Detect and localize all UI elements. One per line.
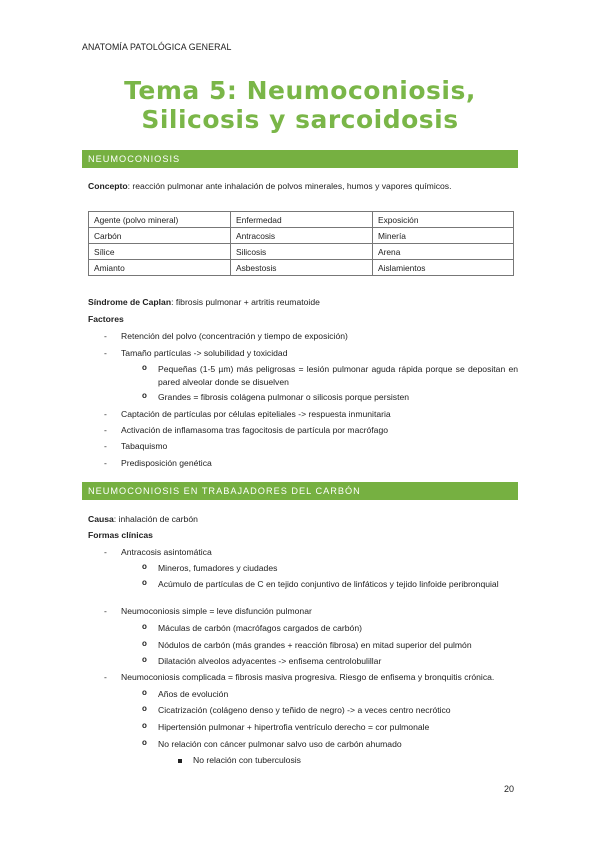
list-item: - Tabaquismo <box>104 441 168 451</box>
formas-heading: Formas clínicas <box>88 530 153 540</box>
causa-paragraph <box>88 514 198 524</box>
square-bullet-icon <box>178 759 182 763</box>
table-cell: Minería <box>373 228 514 244</box>
concepto-label: Concepto <box>88 181 128 191</box>
list-item: - Retención del polvo (concentración y tiempo de exposición) <box>104 331 348 341</box>
list-item: - Antracosis asintomática <box>104 547 212 557</box>
causa-text: : inhalación de carbón <box>113 514 198 524</box>
table-cell: Carbón <box>89 228 231 244</box>
caplan-text: : fibrosis pulmonar + artritis reumatoide <box>171 297 320 307</box>
table-cell: Arena <box>373 244 514 260</box>
list-item: - Tamaño partículas -> solubilidad y toxicidad <box>104 348 288 358</box>
table-header-cell: Exposición <box>373 212 514 228</box>
list-subitem: o Pequeñas (1-5 µm) más peligrosas = lesión pulmonar aguda rápida porque se depositan en pared alveolar donde se disuelven <box>142 363 518 387</box>
concepto-text: : reacción pulmonar ante inhalación de polvos minerales, humos y vapores químicos. <box>127 181 452 191</box>
list-subitem: o No relación con cáncer pulmonar salvo uso de carbón ahumado <box>142 738 402 749</box>
table-cell: Sílice <box>89 244 231 260</box>
table-row <box>89 244 514 260</box>
factores-heading: Factores <box>88 314 124 324</box>
causa-label: Causa <box>88 514 114 524</box>
chapter-title-line2: Silicosis y sarcoidosis <box>141 105 459 134</box>
caplan-paragraph <box>88 297 320 307</box>
caplan-label: Síndrome de Caplan <box>88 297 172 307</box>
list-item: - Neumoconiosis simple = leve disfunción pulmonar <box>104 606 312 616</box>
table-row <box>89 260 514 276</box>
list-item: - Predisposición genética <box>104 458 212 468</box>
table-header-cell: Agente (polvo mineral) <box>89 212 231 228</box>
list-subitem: o Dilatación alveolos adyacentes -> enfisema centrolobulillar <box>142 655 382 666</box>
table-cell: Amianto <box>89 260 231 276</box>
list-subitem: o Acúmulo de partículas de C en tejido conjuntivo de linfáticos y tejido linfoide peribronquial <box>142 578 499 589</box>
section-heading-neumoconiosis: NEUMOCONIOSIS <box>82 150 518 168</box>
list-subitem: o Grandes = fibrosis colágena pulmonar o silicosis porque persisten <box>142 391 410 402</box>
table-cell: Silicosis <box>231 244 373 260</box>
table-cell: Aislamientos <box>373 260 514 276</box>
running-header: ANATOMÍA PATOLÓGICA GENERAL <box>82 42 232 52</box>
list-item: - Activación de inflamasoma tras fagocitosis de partícula por macrófago <box>104 425 389 435</box>
list-item: - Captación de partículas por células epiteliales -> respuesta inmunitaria <box>104 409 391 419</box>
page-number: 20 <box>503 784 514 794</box>
list-subitem: o Años de evolución <box>142 688 229 699</box>
list-subitem: o Cicatrización (colágeno denso y teñido de negro) -> a veces centro necrótico <box>142 704 451 715</box>
table-row <box>89 228 514 244</box>
list-subitem: o Nódulos de carbón (más grandes + reacción fibrosa) en mitad superior del pulmón <box>142 639 472 650</box>
section-heading-carbon: NEUMOCONIOSIS EN TRABAJADORES DEL CARBÓN <box>82 482 518 500</box>
table-cell: Antracosis <box>231 228 373 244</box>
list-item: - Neumoconiosis complicada = fibrosis masiva progresiva. Riesgo de enfisema y bronquitis crónica. <box>104 672 495 682</box>
table-header-row <box>89 212 514 228</box>
chapter-title-line1: Tema 5: Neumoconiosis, <box>124 76 476 105</box>
table-cell: Asbestosis <box>231 260 373 276</box>
list-subsubitem: No relación con tuberculosis <box>178 755 301 765</box>
table-header-cell: Enfermedad <box>231 212 373 228</box>
agents-table <box>88 211 514 276</box>
list-subitem: o Mineros, fumadores y ciudades <box>142 562 278 573</box>
concepto-paragraph <box>88 181 452 191</box>
list-subitem: o Hipertensión pulmonar + hipertrofia ventrículo derecho = cor pulmonale <box>142 721 430 732</box>
list-subitem: o Máculas de carbón (macrófagos cargados de carbón) <box>142 622 362 633</box>
